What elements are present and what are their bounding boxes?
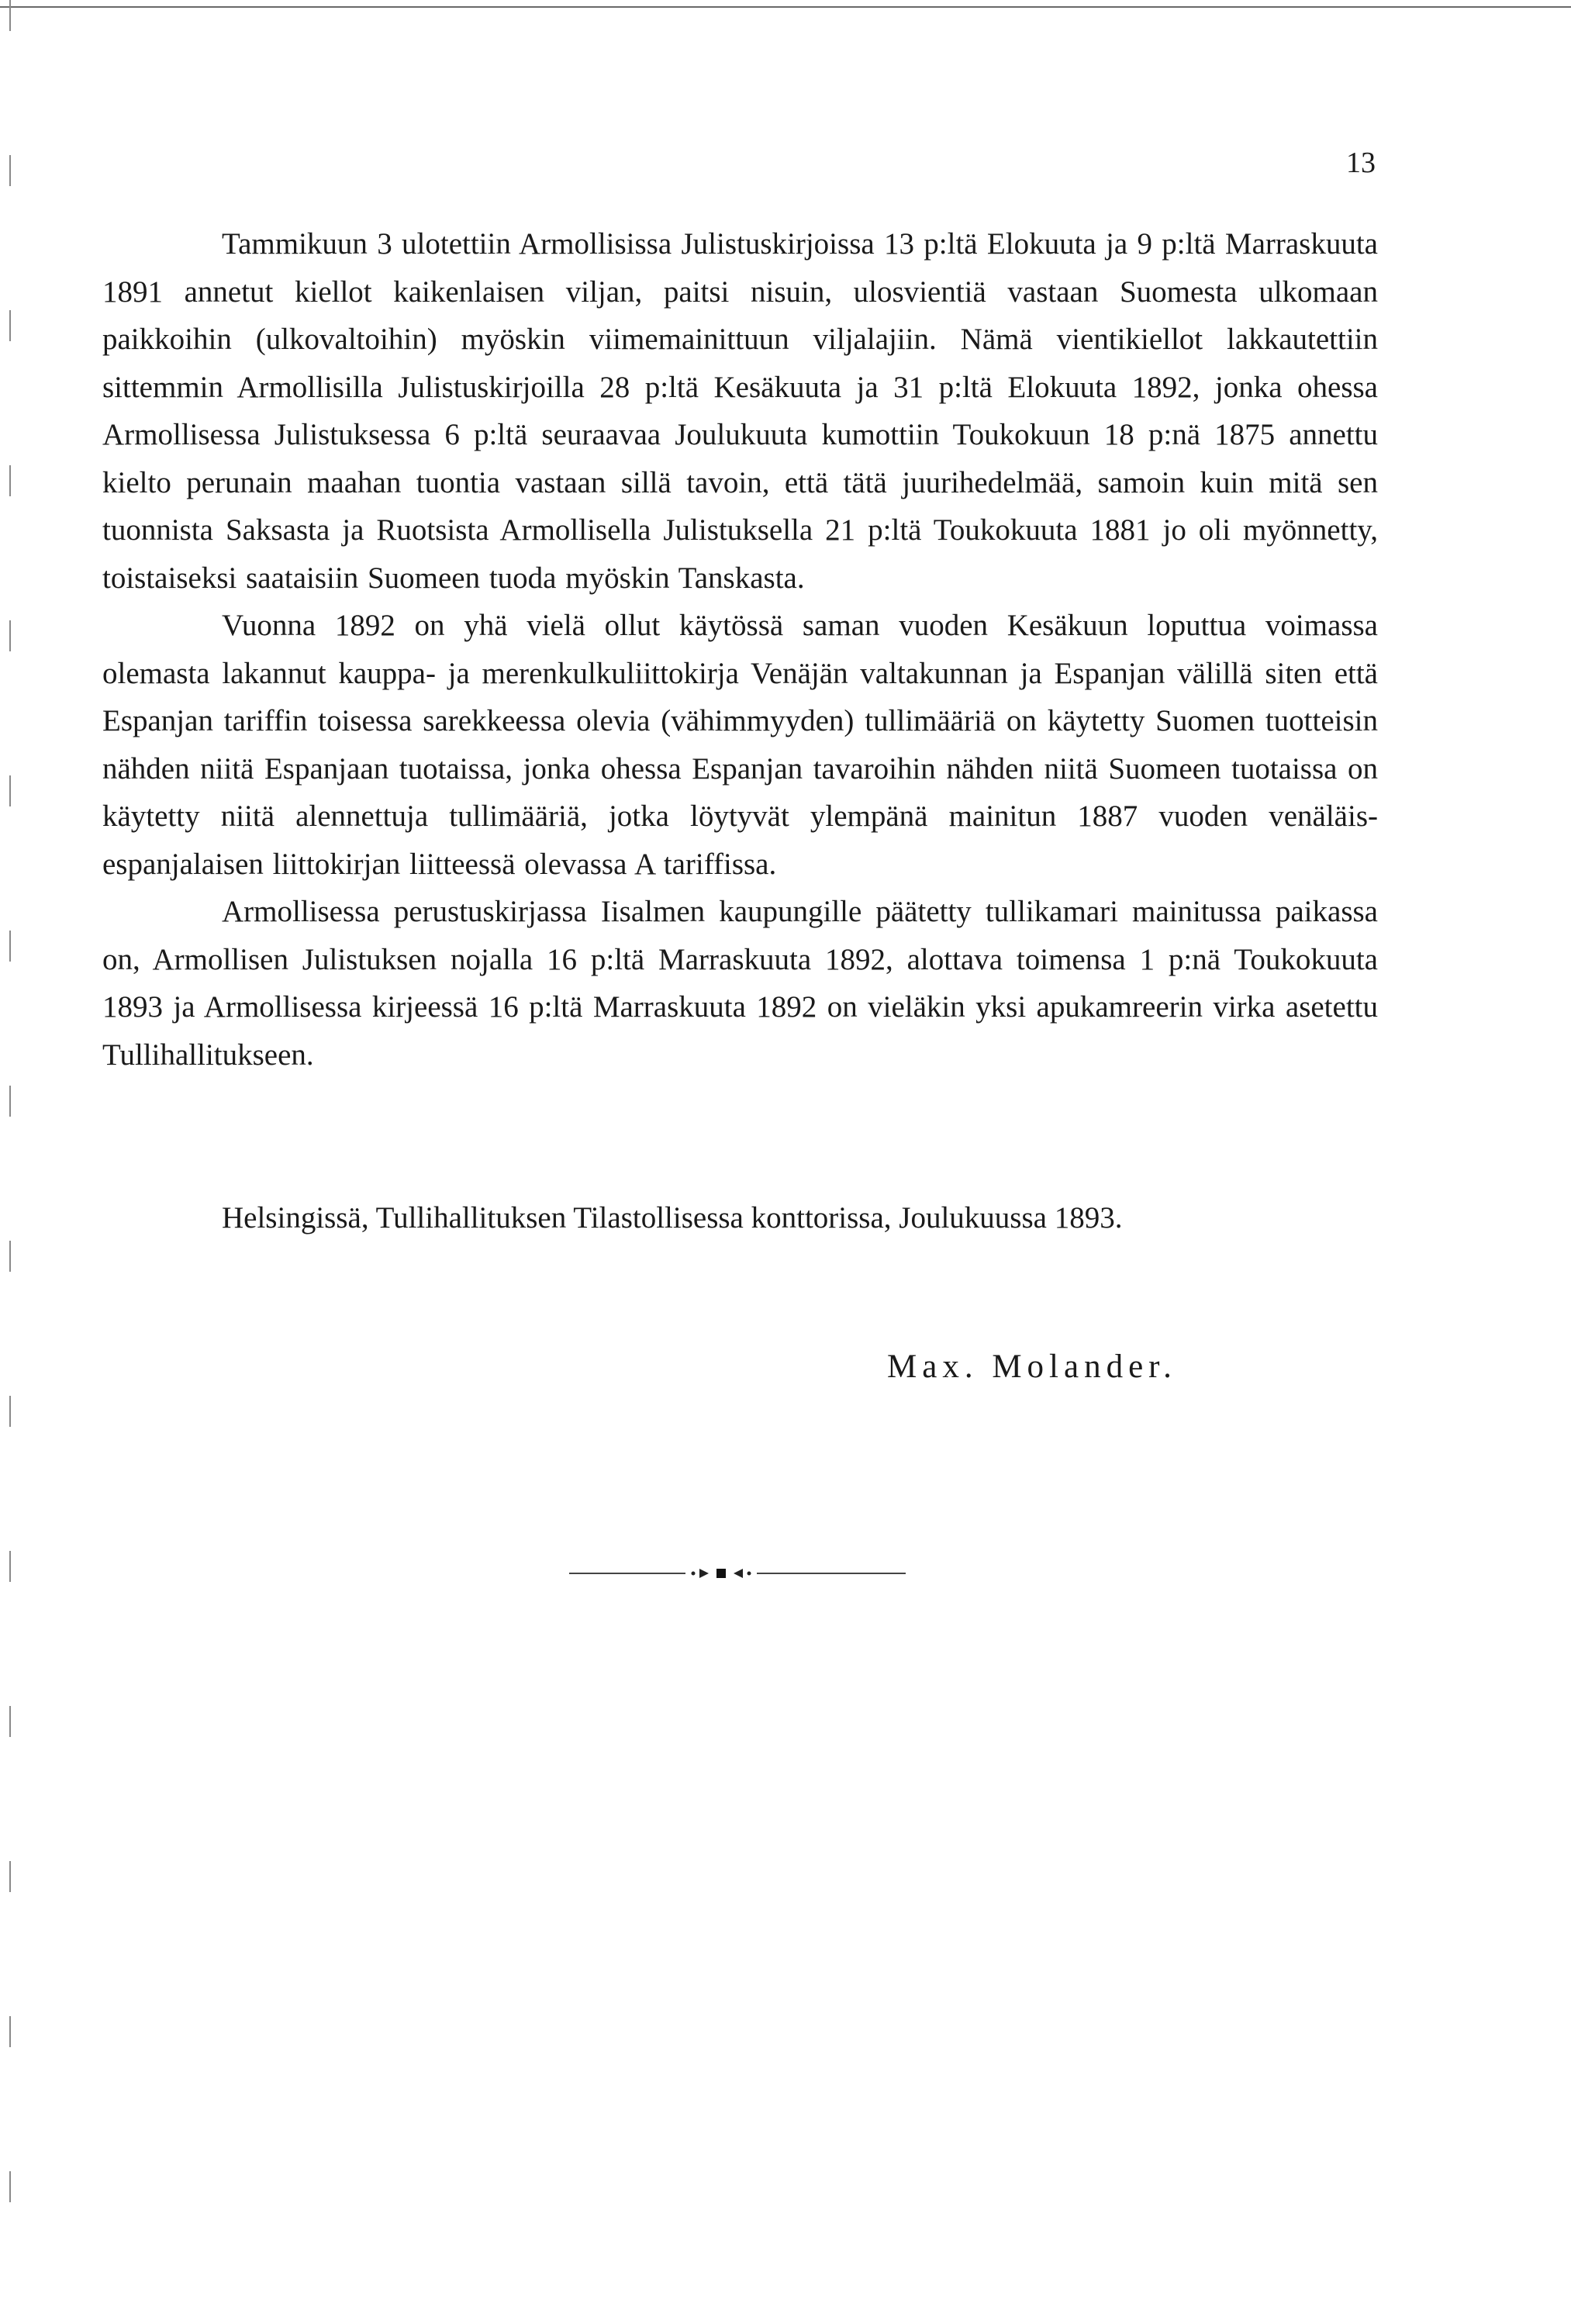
paragraph-spain-treaty: Vuonna 1892 on yhä vielä ollut käytössä saman vuoden Kesäkuun loputtua voimassa olemasta lakannut kauppa- ja merenkulkuliittokirja Venäjän valtakunnan ja Espanjan välillä siten että Espanjan tariffin toisessa sarekkeessa olevia (vähimmyyden) tullimääriä on käytetty Suomen tuotteisin nähden niitä Espanjaan tuotaissa, jonka ohessa Espanjan tavaroihin nähden niitä Suomeen tuotaissa on käytetty niitä alennettuja tullimääriä, jotka löytyvät ylempänä mainitun 1887 vuoden venäläis-espanjalaisen liittokirjan liitteessä olevassa A tariffissa.: [102, 609, 1378, 881]
ornament-divider: [569, 1562, 906, 1585]
scan-top-edge: [0, 6, 1571, 8]
signature: Max. Molander.: [887, 1348, 1177, 1385]
paragraph-export-bans: Tammikuun 3 ulotettiin Armollisissa Julistuskirjoissa 13 p:ltä Elokuuta ja 9 p:ltä Marraskuuta 1891 annetut kiellot kaikenlaisen viljan, paitsi nisuin, ulosvientiä vastaan Suomesta ulkomaan paikkoihin (ulkovaltoihin) myöskin viimemainittuun viljalajiin. Nämä vientikiellot lakkautettiin sittemmin Armollisilla Julistuskirjoilla 28 p:ltä Kesäkuuta ja 31 p:ltä Elokuuta 1892, jonka ohessa Armollisessa Julistuksessa 6 p:ltä seuraavaa Joulukuuta kumottiin Toukokuun 18 p:nä 1875 annettu kielto perunain maahan tuontia vastaan sillä tavoin, että tätä juurihedelmää, samoin kuin mitä sen tuonnista Saksasta ja Ruotsista Armollisella Julistuksella 21 p:ltä Toukokuuta 1881 jo oli myönnetty, toistaiseksi saataisiin Suomeen tuoda myöskin Tanskasta.: [102, 227, 1378, 595]
paragraph-iisalmi-customs: Armollisessa perustuskirjassa Iisalmen kaupungille päätetty tullikamari mainitussa paikassa on, Armollisen Julistuksen nojalla 16 p:ltä Marraskuuta 1892, alottava toimensa 1 p:nä Toukokuuta 1893 ja Armollisessa kirjeessä 16 p:ltä Marraskuuta 1892 on vieläkin yksi apukamreerin virka asetettu Tullihallitukseen.: [102, 895, 1378, 1072]
scan-left-edge: [9, 0, 11, 2324]
body-text: [102, 220, 1378, 1079]
page-number: 13: [1346, 147, 1376, 179]
place-date-line: Helsingissä, Tullihallituksen Tilastollisessa konttorissa, Joulukuussa 1893.: [222, 1201, 1123, 1235]
